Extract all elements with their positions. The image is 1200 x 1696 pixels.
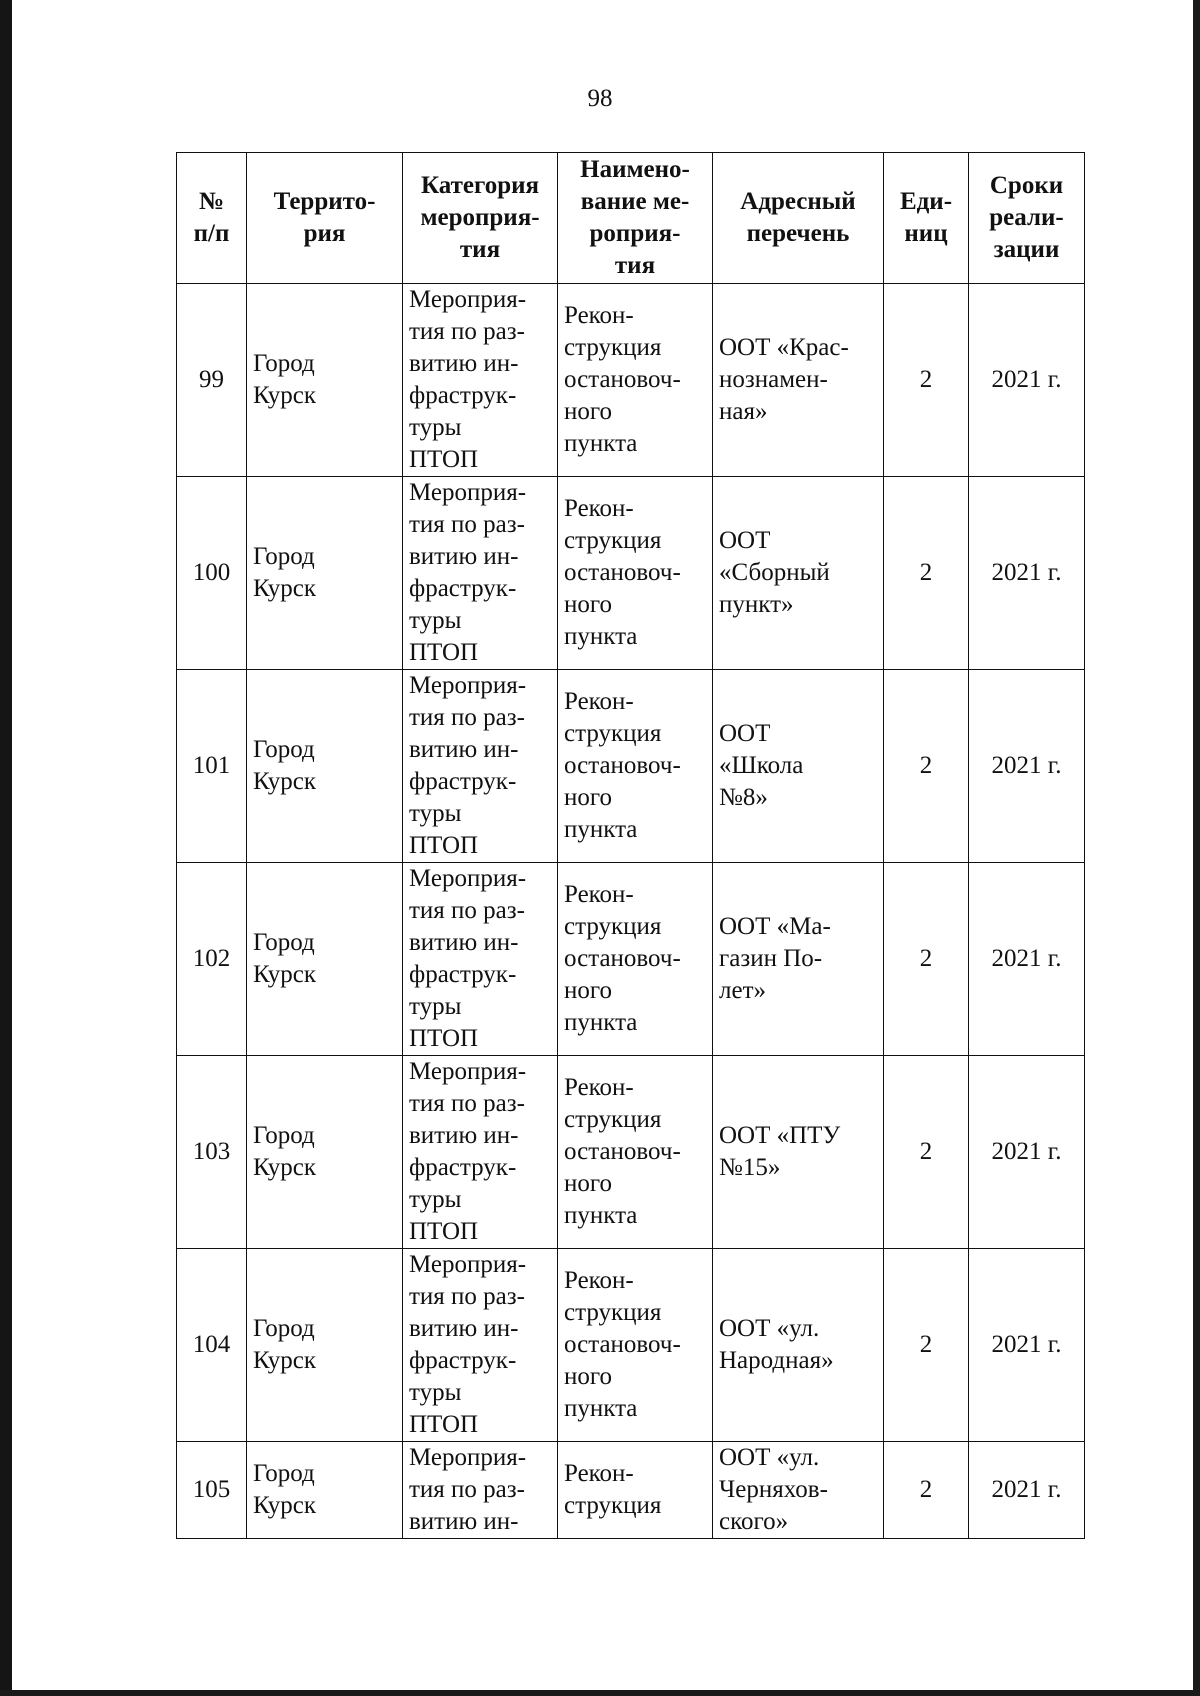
table-row	[177, 477, 1085, 670]
header-number: № п/п	[177, 153, 247, 284]
measures-table	[176, 152, 1085, 1539]
cell-number: 104	[177, 1249, 247, 1442]
cell-category: Мероприя- тия по раз- витию ин- фраструк- туры ПТОП	[403, 1249, 558, 1442]
cell-territory: Город Курск	[247, 477, 403, 670]
cell-units: 2	[884, 284, 969, 477]
scan-border-right	[1193, 0, 1200, 1696]
table-row	[177, 284, 1085, 477]
cell-number: 100	[177, 477, 247, 670]
cell-measure-name: Рекон- струкция остановоч- ного пункта	[558, 477, 713, 670]
header-units: Еди- ниц	[884, 153, 969, 284]
cell-units: 2	[884, 1056, 969, 1249]
cell-deadline: 2021 г.	[969, 477, 1085, 670]
cell-units: 2	[884, 1249, 969, 1442]
cell-category: Мероприя- тия по раз- витию ин- фраструк- туры ПТОП	[403, 670, 558, 863]
cell-address: ООТ «Ма- газин По- лет»	[713, 863, 884, 1056]
header-territory: Террито- рия	[247, 153, 403, 284]
cell-deadline: 2021 г.	[969, 1442, 1085, 1539]
cell-address: ООТ «ПТУ №15»	[713, 1056, 884, 1249]
cell-address: ООТ «Сборный пункт»	[713, 477, 884, 670]
cell-deadline: 2021 г.	[969, 284, 1085, 477]
cell-category: Мероприя- тия по раз- витию ин- фраструк- туры ПТОП	[403, 477, 558, 670]
cell-territory: Город Курск	[247, 1442, 403, 1539]
cell-measure-name: Рекон- струкция остановоч- ного пункта	[558, 284, 713, 477]
header-deadlines: Сроки реали- зации	[969, 153, 1085, 284]
cell-category: Мероприя- тия по раз- витию ин- фраструк- туры ПТОП	[403, 284, 558, 477]
table-row	[177, 670, 1085, 863]
cell-units: 2	[884, 477, 969, 670]
table-row	[177, 863, 1085, 1056]
scan-border-bottom	[0, 1690, 1200, 1696]
cell-measure-name: Рекон- струкция остановоч- ного пункта	[558, 1249, 713, 1442]
page-number: 98	[587, 85, 613, 112]
table-row	[177, 1442, 1085, 1539]
cell-measure-name: Рекон- струкция остановоч- ного пункта	[558, 670, 713, 863]
cell-measure-name: Рекон- струкция остановоч- ного пункта	[558, 1056, 713, 1249]
cell-address: ООТ «Школа №8»	[713, 670, 884, 863]
cell-deadline: 2021 г.	[969, 863, 1085, 1056]
header-measure-name: Наимено- вание ме- роприя- тия	[558, 153, 713, 284]
cell-deadline: 2021 г.	[969, 1249, 1085, 1442]
table-row	[177, 1249, 1085, 1442]
table-row	[177, 1056, 1085, 1249]
cell-territory: Город Курск	[247, 670, 403, 863]
cell-address: ООТ «ул. Народная»	[713, 1249, 884, 1442]
cell-category: Мероприя- тия по раз- витию ин- фраструк- туры ПТОП	[403, 1056, 558, 1249]
header-address-list: Адресный перечень	[713, 153, 884, 284]
cell-units: 2	[884, 863, 969, 1056]
cell-number: 102	[177, 863, 247, 1056]
cell-units: 2	[884, 670, 969, 863]
cell-territory: Город Курск	[247, 863, 403, 1056]
cell-number: 99	[177, 284, 247, 477]
cell-territory: Город Курск	[247, 1056, 403, 1249]
cell-units: 2	[884, 1442, 969, 1539]
cell-category: Мероприя- тия по раз- витию ин- фраструк- туры ПТОП	[403, 863, 558, 1056]
cell-address: ООТ «Крас- нознамен- ная»	[713, 284, 884, 477]
cell-deadline: 2021 г.	[969, 1056, 1085, 1249]
cell-territory: Город Курск	[247, 1249, 403, 1442]
cell-number: 105	[177, 1442, 247, 1539]
header-category: Категория мероприя- тия	[403, 153, 558, 284]
scan-border-left	[0, 0, 12, 1696]
cell-number: 101	[177, 670, 247, 863]
cell-measure-name: Рекон- струкция	[558, 1442, 713, 1539]
cell-address: ООТ «ул. Черняхов- ского»	[713, 1442, 884, 1539]
cell-deadline: 2021 г.	[969, 670, 1085, 863]
cell-category: Мероприя- тия по раз- витию ин-	[403, 1442, 558, 1539]
cell-number: 103	[177, 1056, 247, 1249]
cell-territory: Город Курск	[247, 284, 403, 477]
cell-measure-name: Рекон- струкция остановоч- ного пункта	[558, 863, 713, 1056]
table-header-row	[177, 153, 1085, 284]
